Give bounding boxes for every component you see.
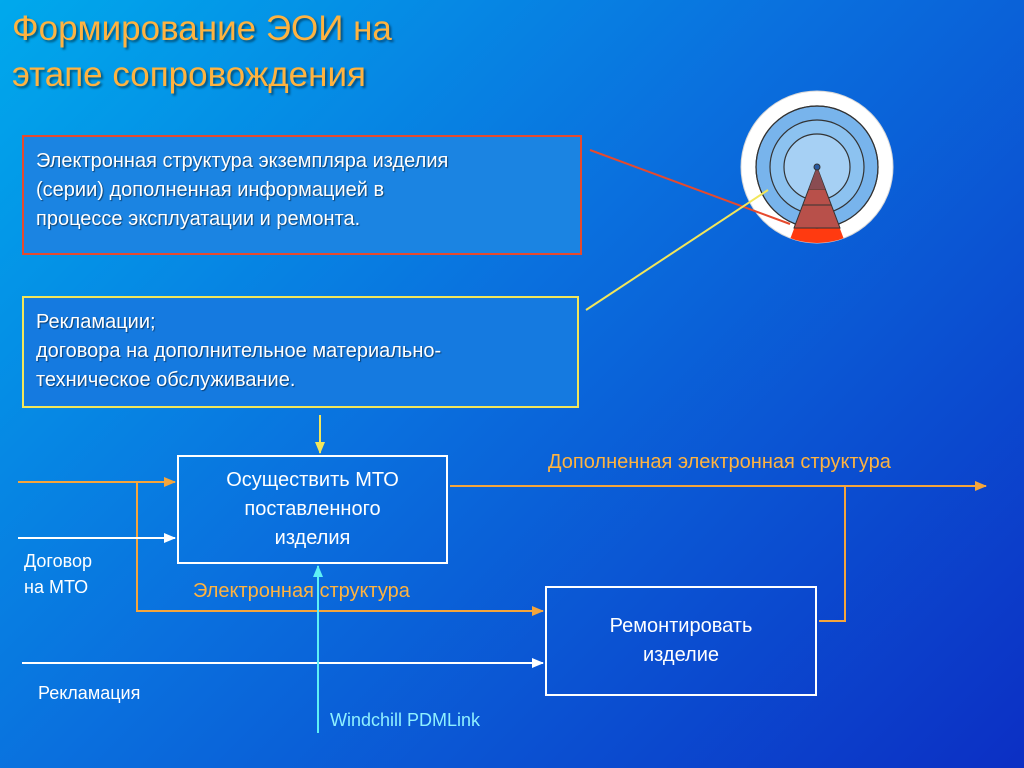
structure-line-2: (серии) дополненная информацией в [36, 179, 385, 201]
mto-line-1: Осуществить МТО [226, 469, 399, 491]
label-contract-line-1: Договор [24, 551, 92, 571]
claims-info-box [22, 296, 579, 408]
repair-line-2: изделие [643, 644, 719, 666]
title-line-2: этапе сопровождения [12, 55, 366, 94]
process-mto-box [177, 455, 448, 564]
repair-line-1: Ремонтировать [609, 615, 753, 637]
label-contract-line-2: на МТО [24, 577, 89, 597]
title-line-1: Формирование ЭОИ на [12, 9, 392, 48]
structure-line-3: процессе эксплуатации и ремонта. [36, 208, 361, 230]
mto-line-2: поставленного [244, 498, 381, 520]
label-output-structure: Дополненная электронная структура [548, 451, 891, 473]
claims-line-3: техническое обслуживание. [36, 369, 296, 391]
connector-yellow-line [586, 190, 768, 310]
mto-line-3: изделия [274, 527, 351, 549]
label-electronic-structure: Электронная структура [193, 580, 410, 602]
claims-line-2: договора на дополнительное материально- [36, 340, 442, 362]
structure-line-1: Электронная структура экземпляра изделия [36, 150, 449, 172]
label-mechanism: Windchill PDMLink [330, 710, 481, 730]
claims-line-1: Рекламации; [36, 311, 156, 333]
repair-output-line [819, 486, 845, 621]
process-repair-box [545, 586, 817, 696]
structure-info-box [22, 135, 582, 255]
label-contract [24, 548, 92, 600]
lifecycle-target-icon [741, 91, 893, 320]
page-title [12, 6, 612, 98]
label-claim: Рекламация [38, 683, 141, 703]
